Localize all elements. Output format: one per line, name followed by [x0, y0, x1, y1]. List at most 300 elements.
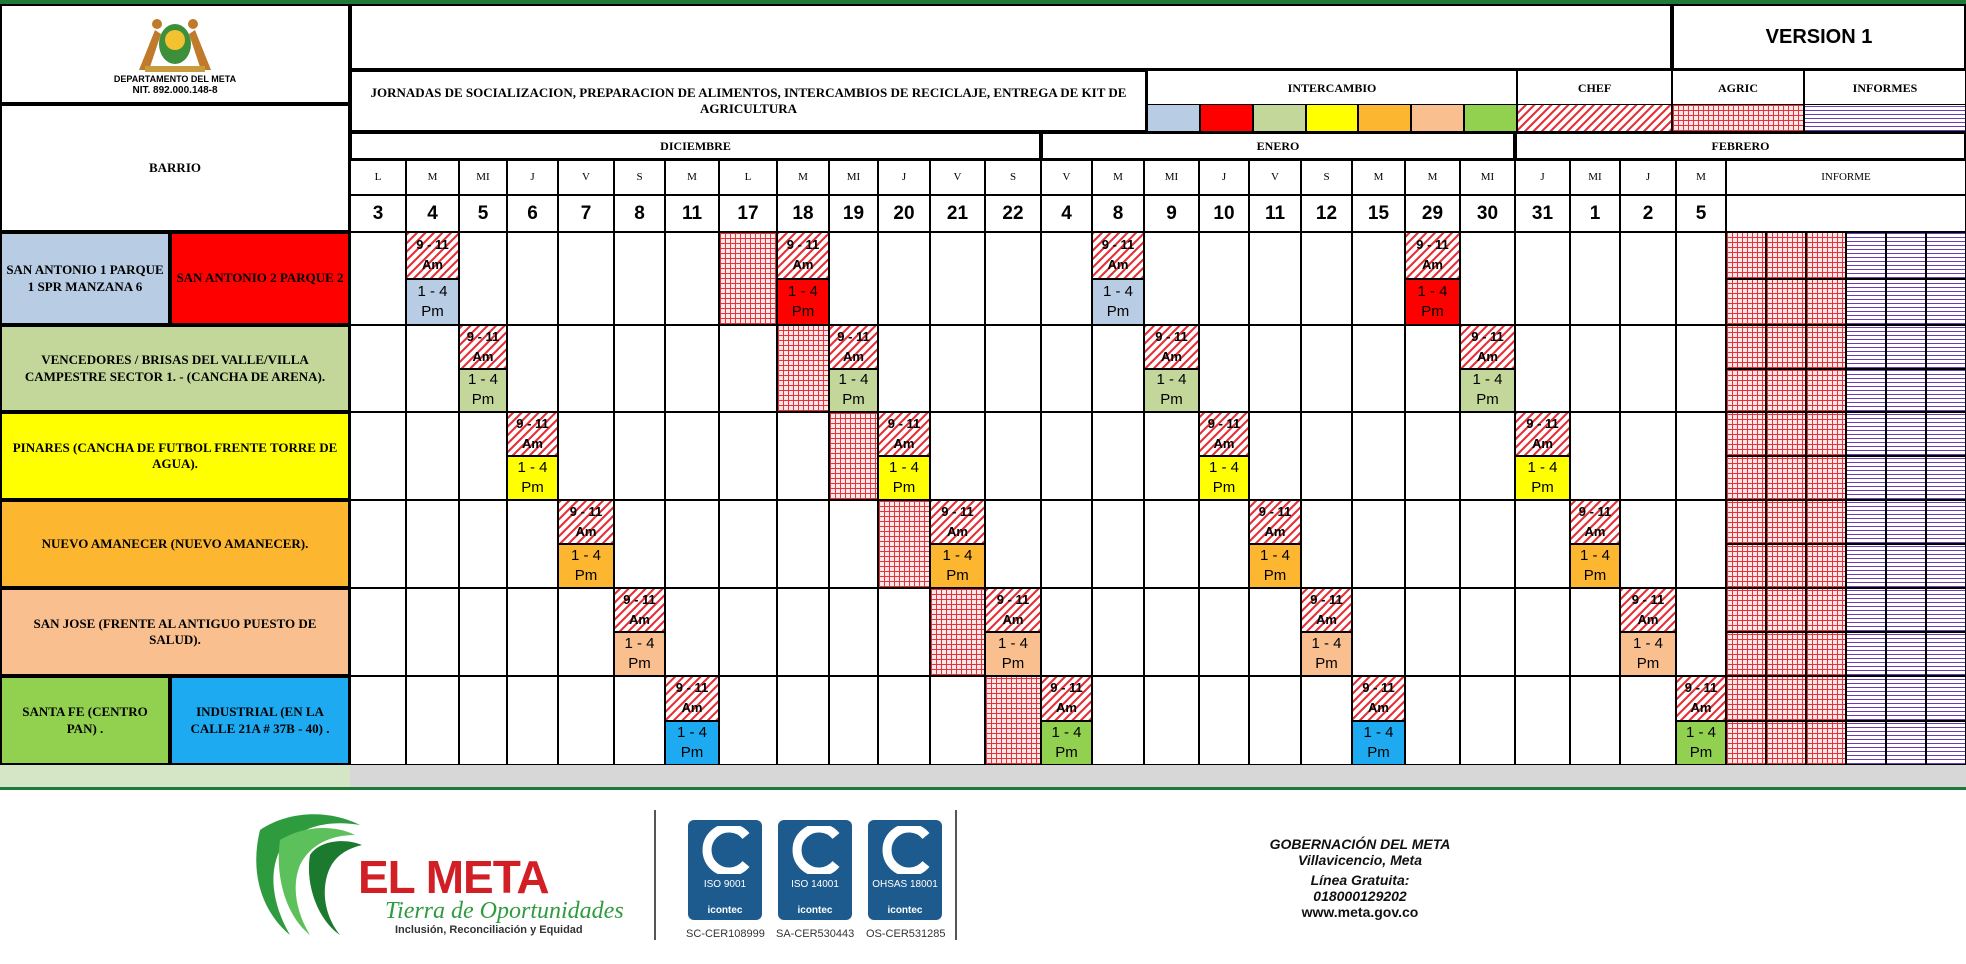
- empty-day-cell: [1249, 325, 1301, 412]
- cert-iso: ISO 14001: [791, 879, 839, 890]
- am-slot: 9 - 11 Am: [614, 588, 665, 632]
- informe-hatch-cell: [1726, 500, 1766, 544]
- empty-day-cell: [1144, 500, 1199, 588]
- empty-day-cell: [558, 232, 614, 325]
- empty-day-cell: [1092, 325, 1144, 412]
- day-number-cell: 12: [1301, 195, 1352, 232]
- informe-hatch-cell: [1766, 676, 1806, 721]
- am-slot: 9 - 11 Am: [1301, 588, 1352, 632]
- intercambio-swatch: [1411, 104, 1464, 132]
- weekday-cell: V: [1249, 160, 1301, 195]
- empty-day-cell: [1460, 676, 1515, 765]
- empty-day-cell: [459, 500, 507, 588]
- day-number-cell: 29: [1405, 195, 1460, 232]
- day-number-cell: 2: [1620, 195, 1676, 232]
- informe-hatch-cell: [1846, 632, 1886, 676]
- informe-hatch-cell: [1766, 279, 1806, 326]
- gob-phone: 018000129202: [1313, 888, 1407, 904]
- informe-number-blank: [1726, 195, 1966, 232]
- empty-day-cell: [1460, 232, 1515, 325]
- informe-hatch-cell: [1846, 544, 1886, 588]
- day-number-cell: 4: [406, 195, 459, 232]
- empty-day-cell: [777, 412, 829, 500]
- informe-hatch-cell: [1726, 632, 1766, 676]
- empty-day-cell: [878, 232, 930, 325]
- day-number-cell: 10: [1199, 195, 1249, 232]
- cert-badge: [778, 820, 852, 920]
- cert-brand: icontec: [797, 905, 833, 916]
- empty-day-cell: [665, 588, 719, 676]
- empty-day-cell: [1352, 588, 1405, 676]
- empty-day-cell: [665, 500, 719, 588]
- dept-nit: NIT. 892.000.148-8: [132, 85, 218, 97]
- barrio-name-secondary: INDUSTRIAL (EN LA CALLE 21A # 37B - 40) .: [170, 676, 350, 765]
- empty-day-cell: [878, 325, 930, 412]
- agric-day-cell: [777, 325, 829, 412]
- empty-day-cell: [930, 676, 985, 765]
- pm-slot: 1 - 4 Pm: [558, 544, 614, 588]
- am-slot: 9 - 11 Am: [459, 325, 507, 369]
- empty-day-cell: [665, 325, 719, 412]
- am-slot: 9 - 11 Am: [777, 232, 829, 279]
- empty-day-cell: [829, 676, 878, 765]
- empty-day-cell: [558, 325, 614, 412]
- informe-hatch-cell: [1766, 544, 1806, 588]
- informe-hatch-cell: [1726, 325, 1766, 369]
- day-number-cell: 22: [985, 195, 1041, 232]
- pm-slot: 1 - 4 Pm: [665, 721, 719, 766]
- empty-day-cell: [406, 588, 459, 676]
- empty-day-cell: [1199, 232, 1249, 325]
- empty-day-cell: [985, 232, 1041, 325]
- empty-day-cell: [1249, 412, 1301, 500]
- weekday-cell: MI: [1144, 160, 1199, 195]
- chef-swatch: [1517, 104, 1672, 132]
- chef-label: CHEF: [1517, 70, 1672, 106]
- informe-hatch-cell: [1766, 232, 1806, 279]
- informe-hatch-cell: [1886, 412, 1926, 456]
- pm-slot: 1 - 4 Pm: [1092, 279, 1144, 326]
- empty-day-cell: [719, 500, 777, 588]
- intercambio-swatch: [1200, 104, 1253, 132]
- empty-day-cell: [829, 500, 878, 588]
- day-number-cell: 8: [614, 195, 665, 232]
- weekday-cell: S: [614, 160, 665, 195]
- pm-slot: 1 - 4 Pm: [406, 279, 459, 326]
- pm-slot: 1 - 4 Pm: [1352, 721, 1405, 766]
- am-slot: 9 - 11 Am: [1676, 676, 1726, 721]
- informe-hatch-cell: [1726, 544, 1766, 588]
- cert-badge: [688, 820, 762, 920]
- am-slot: 9 - 11 Am: [1405, 232, 1460, 279]
- pm-slot: 1 - 4 Pm: [1620, 632, 1676, 676]
- empty-day-cell: [878, 676, 930, 765]
- empty-day-cell: [459, 588, 507, 676]
- empty-day-cell: [406, 500, 459, 588]
- pm-slot: 1 - 4 Pm: [1676, 721, 1726, 766]
- bottom-band: [0, 765, 1966, 787]
- intercambio-swatch: [1358, 104, 1411, 132]
- informe-hatch-cell: [1926, 676, 1966, 721]
- empty-day-cell: [1199, 500, 1249, 588]
- empty-day-cell: [459, 412, 507, 500]
- cert-code: SC-CER108999: [686, 928, 765, 940]
- informe-hatch-cell: [1766, 632, 1806, 676]
- informe-hatch-cell: [1806, 544, 1846, 588]
- empty-day-cell: [1676, 325, 1726, 412]
- informe-hatch-cell: [1926, 588, 1966, 632]
- department-logo-cell: [0, 4, 350, 104]
- informe-hatch-cell: [1806, 676, 1846, 721]
- empty-day-cell: [829, 232, 878, 325]
- weekday-cell: S: [985, 160, 1041, 195]
- empty-day-cell: [1041, 500, 1092, 588]
- am-slot: 9 - 11 Am: [1092, 232, 1144, 279]
- cert-iso: ISO 9001: [703, 879, 747, 890]
- informe-hatch-cell: [1926, 279, 1966, 326]
- empty-day-cell: [985, 412, 1041, 500]
- informe-hatch-cell: [1886, 456, 1926, 500]
- empty-day-cell: [507, 676, 558, 765]
- informe-hatch-cell: [1846, 456, 1886, 500]
- intercambio-swatch: [1306, 104, 1359, 132]
- footer-divider: [0, 787, 1966, 790]
- informe-hatch-cell: [1806, 369, 1846, 413]
- informe-hatch-cell: [1886, 721, 1926, 766]
- am-slot: 9 - 11 Am: [1352, 676, 1405, 721]
- empty-day-cell: [1144, 412, 1199, 500]
- agric-day-cell: [878, 500, 930, 588]
- el-meta-logo: [250, 810, 630, 940]
- informe-hatch-cell: [1806, 279, 1846, 326]
- informe-hatch-cell: [1806, 588, 1846, 632]
- barrio-name: VENCEDORES / BRISAS DEL VALLE/VILLA CAMPESTRE SECTOR 1. - (CANCHA DE ARENA).: [0, 325, 350, 412]
- pm-slot: 1 - 4 Pm: [1144, 369, 1199, 413]
- informe-hatch-cell: [1726, 721, 1766, 766]
- day-number-cell: 15: [1352, 195, 1405, 232]
- informe-hatch-cell: [1726, 412, 1766, 456]
- pm-slot: 1 - 4 Pm: [985, 632, 1041, 676]
- informe-hatch-cell: [1926, 412, 1966, 456]
- pm-slot: 1 - 4 Pm: [1515, 456, 1570, 500]
- weekday-cell: MI: [1460, 160, 1515, 195]
- empty-day-cell: [1676, 232, 1726, 325]
- empty-day-cell: [614, 325, 665, 412]
- weekday-cell: J: [1199, 160, 1249, 195]
- footer-separator-left: [654, 810, 656, 940]
- empty-day-cell: [1301, 232, 1352, 325]
- informe-hatch-cell: [1886, 369, 1926, 413]
- cert-code: SA-CER530443: [776, 928, 855, 940]
- gobernacion-block: [1230, 836, 1490, 920]
- day-number-cell: 6: [507, 195, 558, 232]
- empty-day-cell: [350, 325, 406, 412]
- gob-line-label: Línea Gratuita:: [1310, 872, 1410, 888]
- pm-slot: 1 - 4 Pm: [614, 632, 665, 676]
- gob-web: www.meta.gov.co: [1301, 904, 1419, 920]
- empty-day-cell: [1620, 412, 1676, 500]
- weekday-cell: J: [1620, 160, 1676, 195]
- informe-hatch-cell: [1806, 632, 1846, 676]
- weekday-cell: MI: [1570, 160, 1620, 195]
- month-header: DICIEMBRE: [350, 132, 1041, 160]
- empty-day-cell: [350, 412, 406, 500]
- day-number-cell: 3: [350, 195, 406, 232]
- empty-day-cell: [1249, 588, 1301, 676]
- informe-hatch-cell: [1766, 721, 1806, 766]
- informe-header: INFORME: [1726, 160, 1966, 195]
- icontec-icon: [696, 826, 754, 874]
- weekday-cell: L: [719, 160, 777, 195]
- empty-day-cell: [1620, 500, 1676, 588]
- day-number-cell: 5: [1676, 195, 1726, 232]
- informe-hatch-cell: [1926, 721, 1966, 766]
- weekday-cell: V: [930, 160, 985, 195]
- empty-day-cell: [777, 676, 829, 765]
- informe-hatch-cell: [1726, 456, 1766, 500]
- empty-day-cell: [719, 588, 777, 676]
- informe-hatch-cell: [1886, 279, 1926, 326]
- day-number-cell: 19: [829, 195, 878, 232]
- informe-hatch-cell: [1846, 588, 1886, 632]
- pm-slot: 1 - 4 Pm: [878, 456, 930, 500]
- informe-hatch-cell: [1886, 325, 1926, 369]
- empty-day-cell: [665, 412, 719, 500]
- informe-hatch-cell: [1926, 232, 1966, 279]
- weekday-cell: J: [1515, 160, 1570, 195]
- empty-day-cell: [507, 325, 558, 412]
- empty-day-cell: [350, 588, 406, 676]
- empty-day-cell: [1405, 676, 1460, 765]
- empty-day-cell: [507, 588, 558, 676]
- empty-day-cell: [1460, 412, 1515, 500]
- empty-day-cell: [1405, 325, 1460, 412]
- informe-hatch-cell: [1926, 544, 1966, 588]
- day-number-cell: 9: [1144, 195, 1199, 232]
- empty-day-cell: [406, 676, 459, 765]
- empty-day-cell: [1092, 588, 1144, 676]
- am-slot: 9 - 11 Am: [1249, 500, 1301, 544]
- empty-day-cell: [1041, 325, 1092, 412]
- pm-slot: 1 - 4 Pm: [459, 369, 507, 413]
- informe-hatch-cell: [1846, 721, 1886, 766]
- informe-hatch-cell: [1886, 500, 1926, 544]
- gob-city: Villavicencio, Meta: [1298, 852, 1422, 868]
- empty-day-cell: [459, 676, 507, 765]
- am-slot: 9 - 11 Am: [1460, 325, 1515, 369]
- am-slot: 9 - 11 Am: [507, 412, 558, 456]
- weekday-cell: L: [350, 160, 406, 195]
- empty-day-cell: [558, 412, 614, 500]
- empty-day-cell: [1620, 325, 1676, 412]
- empty-day-cell: [719, 412, 777, 500]
- empty-day-cell: [1249, 676, 1301, 765]
- day-number-cell: 18: [777, 195, 829, 232]
- informe-hatch-cell: [1846, 232, 1886, 279]
- empty-day-cell: [1352, 412, 1405, 500]
- day-number-cell: 17: [719, 195, 777, 232]
- weekday-cell: V: [1041, 160, 1092, 195]
- empty-day-cell: [985, 325, 1041, 412]
- empty-day-cell: [350, 676, 406, 765]
- informe-hatch-cell: [1886, 632, 1926, 676]
- weekday-cell: M: [1405, 160, 1460, 195]
- empty-day-cell: [1515, 676, 1570, 765]
- gob-title: GOBERNACIÓN DEL META: [1269, 836, 1451, 852]
- empty-day-cell: [1620, 232, 1676, 325]
- pm-slot: 1 - 4 Pm: [507, 456, 558, 500]
- day-number-cell: 20: [878, 195, 930, 232]
- cert-badge: [868, 820, 942, 920]
- empty-day-cell: [1199, 325, 1249, 412]
- logo-text: EL META: [358, 851, 549, 903]
- empty-day-cell: [558, 588, 614, 676]
- am-slot: 9 - 11 Am: [985, 588, 1041, 632]
- am-slot: 9 - 11 Am: [1570, 500, 1620, 544]
- informe-hatch-cell: [1926, 632, 1966, 676]
- pm-slot: 1 - 4 Pm: [1460, 369, 1515, 413]
- weekday-cell: M: [777, 160, 829, 195]
- empty-day-cell: [985, 500, 1041, 588]
- pm-slot: 1 - 4 Pm: [930, 544, 985, 588]
- empty-day-cell: [719, 325, 777, 412]
- coat-of-arms-icon: [125, 10, 225, 74]
- barrio-name-secondary: SAN ANTONIO 2 PARQUE 2: [170, 232, 350, 325]
- day-number-cell: 11: [665, 195, 719, 232]
- empty-day-cell: [930, 325, 985, 412]
- informe-hatch-cell: [1766, 412, 1806, 456]
- intercambio-label: INTERCAMBIO: [1147, 70, 1517, 106]
- informe-hatch-cell: [1806, 325, 1846, 369]
- informe-hatch-cell: [1846, 676, 1886, 721]
- weekday-cell: M: [406, 160, 459, 195]
- informe-hatch-cell: [1846, 500, 1886, 544]
- day-number-cell: 31: [1515, 195, 1570, 232]
- empty-day-cell: [930, 412, 985, 500]
- day-number-cell: 7: [558, 195, 614, 232]
- informe-hatch-cell: [1806, 456, 1846, 500]
- main-title: JORNADAS DE SOCIALIZACION, PREPARACION DE ALIMENTOS, INTERCAMBIOS DE RECICLAJE, ENTREGA DE KIT DE AGRICULTURA: [350, 70, 1147, 132]
- informes-label: INFORMES: [1804, 70, 1966, 106]
- informe-hatch-cell: [1846, 412, 1886, 456]
- day-number-cell: 30: [1460, 195, 1515, 232]
- informe-hatch-cell: [1726, 232, 1766, 279]
- empty-day-cell: [1301, 325, 1352, 412]
- intercambio-swatch: [1464, 104, 1517, 132]
- pm-slot: 1 - 4 Pm: [1301, 632, 1352, 676]
- day-number-cell: 11: [1249, 195, 1301, 232]
- empty-day-cell: [1515, 588, 1570, 676]
- weekday-cell: V: [558, 160, 614, 195]
- informe-hatch-cell: [1886, 588, 1926, 632]
- informe-hatch-cell: [1726, 279, 1766, 326]
- weekday-cell: M: [1352, 160, 1405, 195]
- pm-slot: 1 - 4 Pm: [1199, 456, 1249, 500]
- informe-hatch-cell: [1926, 456, 1966, 500]
- logo-tagline: Tierra de Oportunidades: [385, 898, 624, 924]
- empty-day-cell: [1570, 325, 1620, 412]
- empty-day-cell: [350, 500, 406, 588]
- informe-hatch-cell: [1766, 500, 1806, 544]
- informe-hatch-cell: [1886, 676, 1926, 721]
- empty-day-cell: [507, 500, 558, 588]
- barrio-name: NUEVO AMANECER (NUEVO AMANECER).: [0, 500, 350, 588]
- informe-hatch-cell: [1926, 369, 1966, 413]
- footer-separator-right: [955, 810, 957, 940]
- icontec-icon: [876, 826, 934, 874]
- empty-day-cell: [406, 412, 459, 500]
- informe-hatch-cell: [1846, 279, 1886, 326]
- informe-hatch-cell: [1886, 232, 1926, 279]
- empty-day-cell: [406, 325, 459, 412]
- intercambio-swatch: [1147, 104, 1200, 132]
- empty-day-cell: [1676, 412, 1726, 500]
- empty-day-cell: [614, 676, 665, 765]
- day-number-cell: 21: [930, 195, 985, 232]
- empty-day-cell: [507, 232, 558, 325]
- empty-day-cell: [350, 232, 406, 325]
- empty-day-cell: [614, 500, 665, 588]
- agric-label: AGRIC: [1672, 70, 1804, 106]
- informe-hatch-cell: [1806, 232, 1846, 279]
- am-slot: 9 - 11 Am: [878, 412, 930, 456]
- empty-day-cell: [1620, 676, 1676, 765]
- empty-day-cell: [1460, 588, 1515, 676]
- informe-hatch-cell: [1846, 369, 1886, 413]
- informe-hatch-cell: [1766, 456, 1806, 500]
- empty-day-cell: [614, 232, 665, 325]
- barrio-header: BARRIO: [0, 104, 350, 232]
- cert-brand: icontec: [887, 905, 923, 916]
- informe-hatch-cell: [1726, 369, 1766, 413]
- informe-hatch-cell: [1926, 500, 1966, 544]
- day-number-cell: 1: [1570, 195, 1620, 232]
- day-number-cell: 8: [1092, 195, 1144, 232]
- weekday-cell: J: [878, 160, 930, 195]
- informe-hatch-cell: [1726, 676, 1766, 721]
- empty-day-cell: [1144, 588, 1199, 676]
- empty-day-cell: [1041, 588, 1092, 676]
- informe-hatch-cell: [1726, 588, 1766, 632]
- weekday-cell: MI: [459, 160, 507, 195]
- pm-slot: 1 - 4 Pm: [1249, 544, 1301, 588]
- pm-slot: 1 - 4 Pm: [777, 279, 829, 326]
- empty-day-cell: [829, 588, 878, 676]
- title-blank-cell: [350, 4, 1672, 70]
- dept-name: DEPARTAMENTO DEL META: [113, 74, 237, 85]
- empty-day-cell: [1352, 325, 1405, 412]
- informe-hatch-cell: [1766, 588, 1806, 632]
- empty-day-cell: [1676, 588, 1726, 676]
- day-number-cell: 5: [459, 195, 507, 232]
- am-slot: 9 - 11 Am: [1144, 325, 1199, 369]
- am-slot: 9 - 11 Am: [930, 500, 985, 544]
- empty-day-cell: [1515, 232, 1570, 325]
- month-header: FEBRERO: [1515, 132, 1966, 160]
- informe-hatch-cell: [1766, 369, 1806, 413]
- pm-slot: 1 - 4 Pm: [1405, 279, 1460, 326]
- am-slot: 9 - 11 Am: [1620, 588, 1676, 632]
- informe-hatch-cell: [1806, 721, 1846, 766]
- weekday-cell: MI: [829, 160, 878, 195]
- weekday-cell: M: [1092, 160, 1144, 195]
- empty-day-cell: [1199, 676, 1249, 765]
- empty-day-cell: [1352, 500, 1405, 588]
- informe-hatch-cell: [1926, 325, 1966, 369]
- am-slot: 9 - 11 Am: [1041, 676, 1092, 721]
- empty-day-cell: [1092, 412, 1144, 500]
- empty-day-cell: [1515, 500, 1570, 588]
